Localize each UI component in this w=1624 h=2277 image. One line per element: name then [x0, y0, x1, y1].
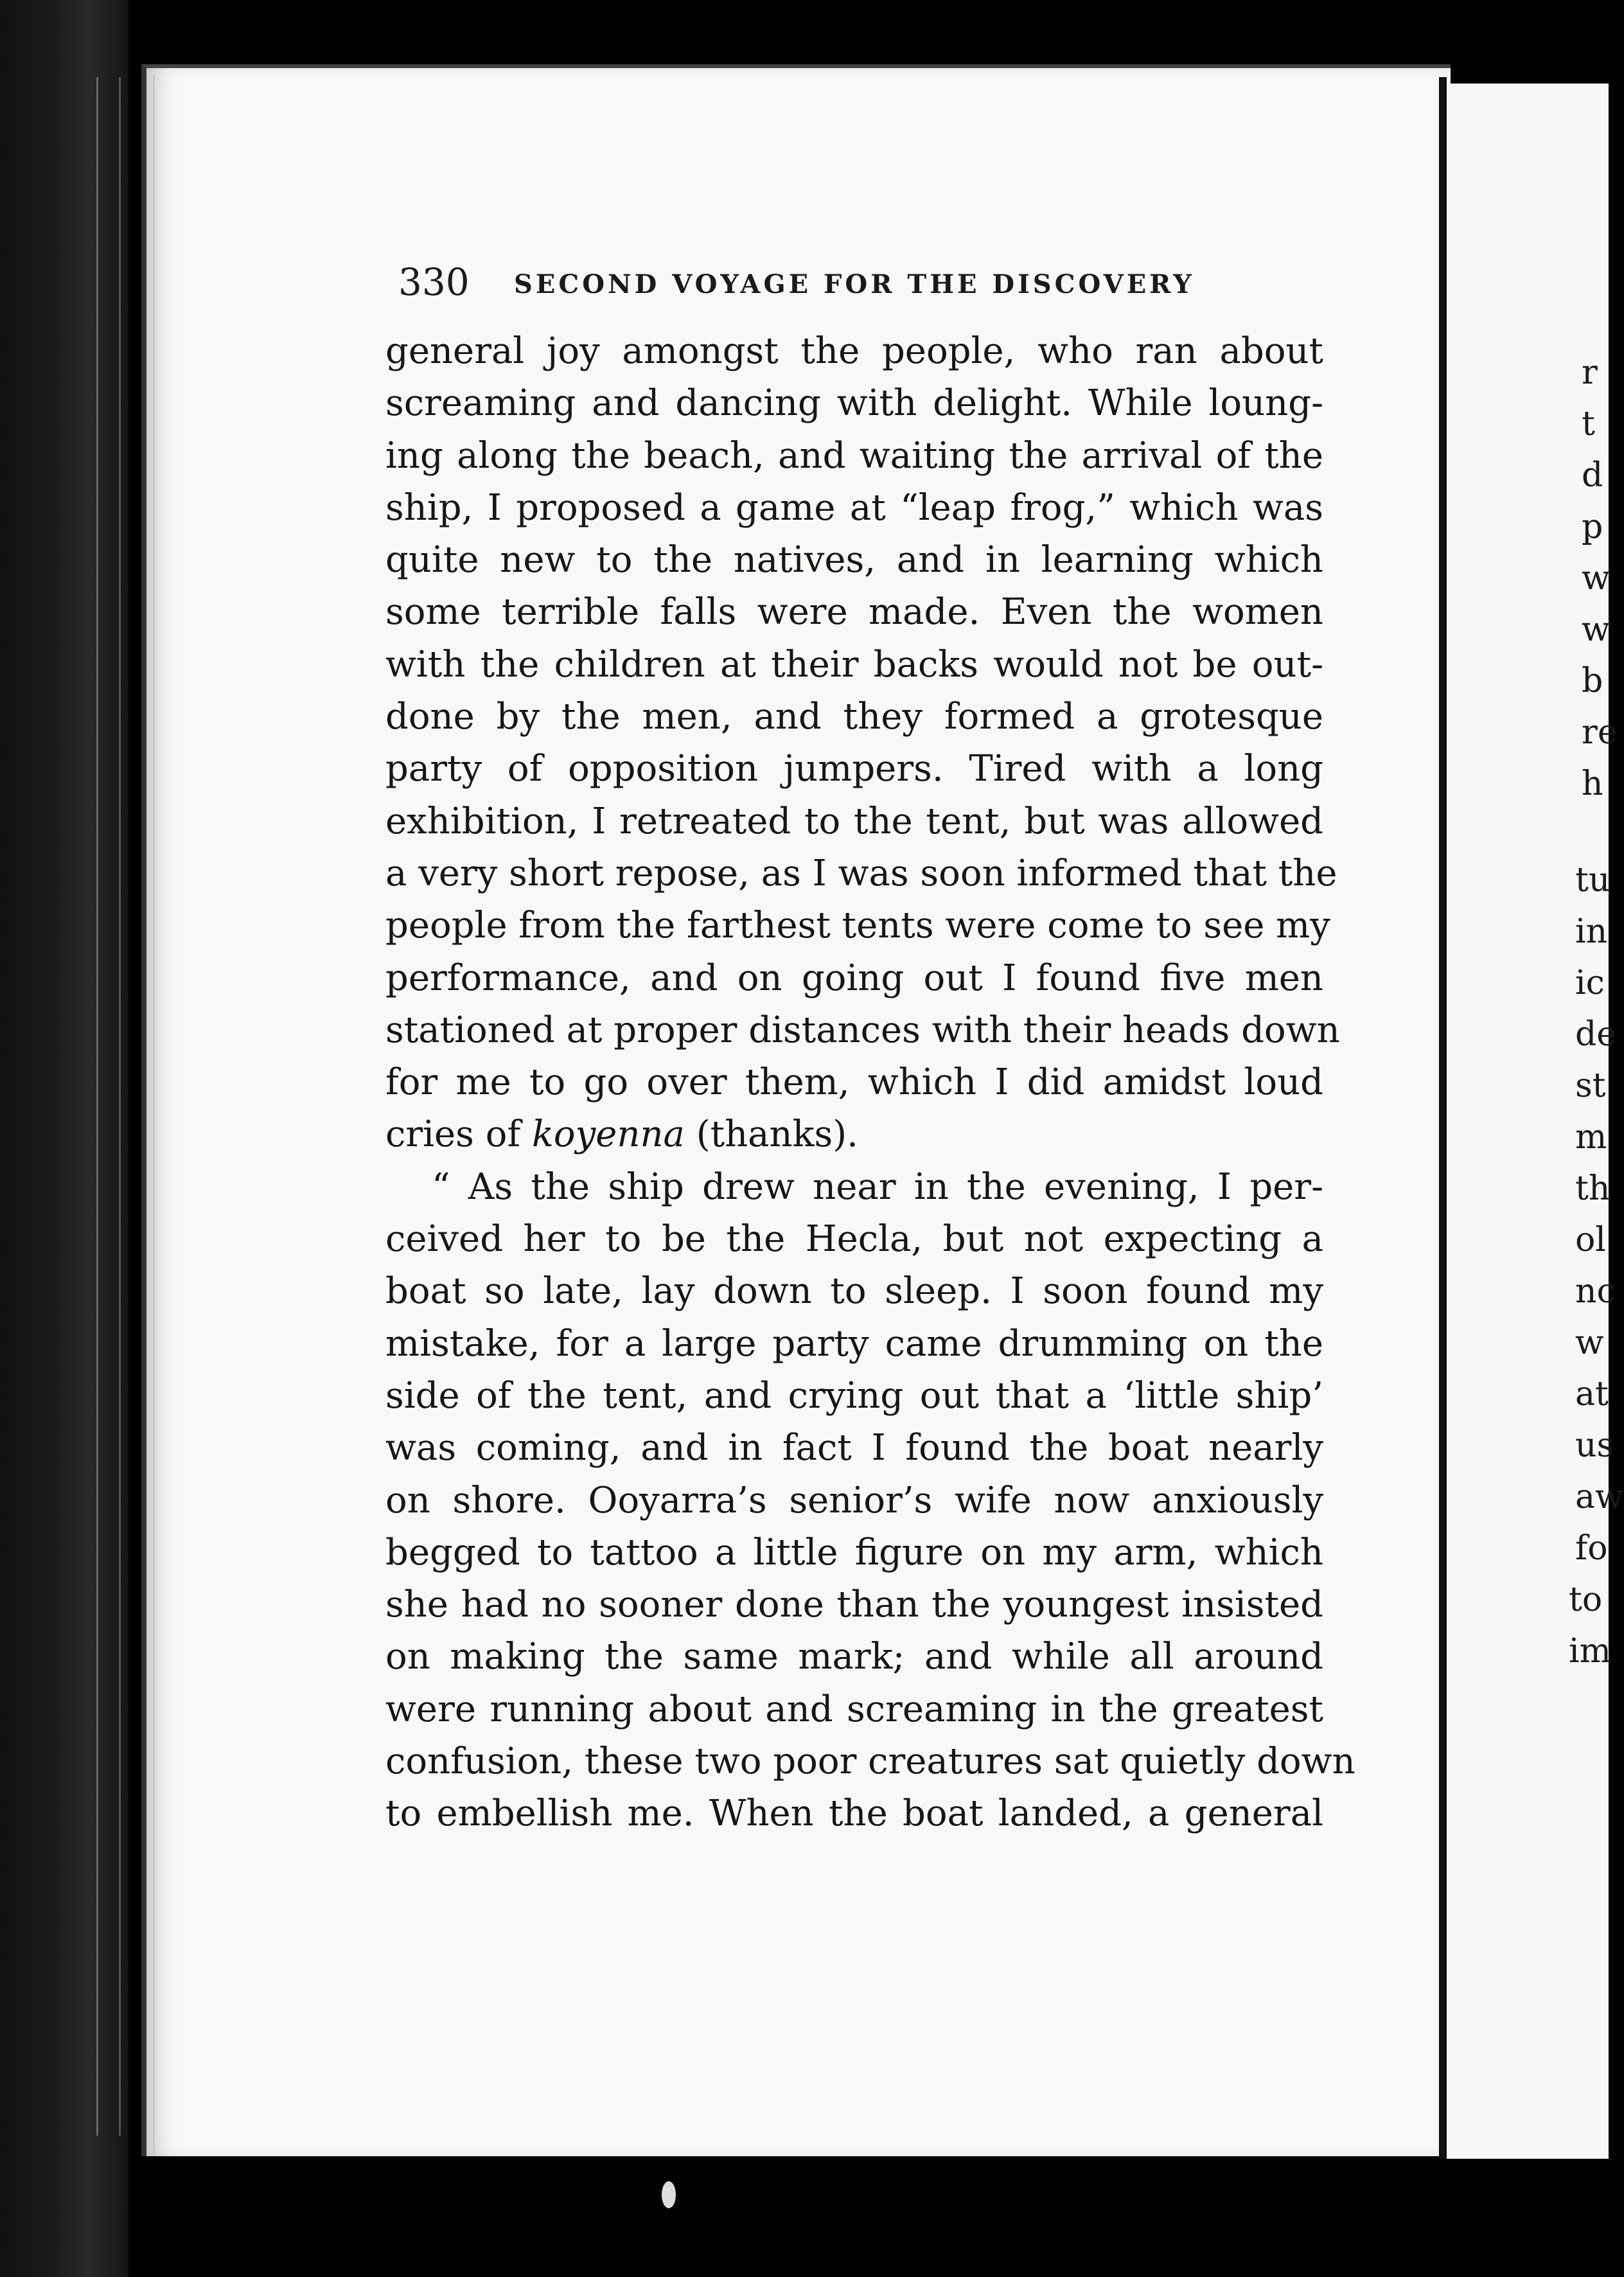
text-line: boat so late, lay down to sleep. I soon found my — [385, 1270, 1323, 1313]
right-page-letter: in — [1575, 912, 1608, 951]
text-line: people from the farthest tents were come to see my — [385, 905, 1330, 947]
right-page-letter: fo — [1575, 1529, 1608, 1568]
right-page-letter: to — [1569, 1581, 1603, 1619]
scan-artifact — [662, 2181, 676, 2208]
right-page-letter: at — [1575, 1375, 1609, 1413]
right-page-fragment — [1447, 84, 1624, 2159]
text-line: to embellish me. When the boat landed, a general — [385, 1793, 1323, 1835]
text-line: side of the tent, and crying out that a ‘little ship’ — [385, 1374, 1323, 1417]
text-line: she had no sooner done than the youngest insisted — [385, 1584, 1323, 1626]
text-line: performance, and on going out I found five men — [385, 957, 1323, 999]
right-page-letter: ol — [1575, 1221, 1606, 1259]
text-line: ing along the beach, and waiting the arrival of the — [385, 434, 1323, 477]
text-line: ship, I proposed a game at “leap frog,” which was — [385, 486, 1323, 529]
right-page-letter: nc — [1575, 1272, 1616, 1311]
text-line: quite new to the natives, and in learning which — [385, 539, 1323, 581]
right-page-letter: w — [1582, 610, 1611, 649]
text-line: ceived her to be the Hecla, but not expecting a — [385, 1218, 1323, 1261]
text-line: party of opposition jumpers. Tired with a long — [385, 748, 1323, 790]
text-line: general joy amongst the people, who ran about — [385, 330, 1323, 372]
text-line: mistake, for a large party came drumming on the — [385, 1322, 1323, 1365]
right-page-letter: h — [1582, 765, 1603, 803]
right-page-letter: w — [1582, 559, 1611, 598]
text-line: a very short repose, as I was soon informed that the — [385, 852, 1337, 894]
right-page-letter: us — [1575, 1426, 1614, 1465]
running-head: SECOND VOYAGE FOR THE DISCOVERY — [514, 269, 1195, 299]
right-page-letter: aw — [1575, 1478, 1624, 1516]
right-page-letter: re — [1582, 713, 1618, 752]
right-page-letter: st — [1575, 1067, 1606, 1105]
body-text — [385, 325, 1355, 1840]
right-page-letter: w — [1575, 1324, 1604, 1362]
right-page-letter: t — [1582, 405, 1595, 443]
text-line: stationed at proper distances with their heads down — [385, 1009, 1340, 1051]
text-line — [385, 1108, 1323, 1160]
spine-edge-line — [119, 77, 121, 2136]
right-page-letter: tu — [1575, 861, 1611, 899]
spine-edge-line — [96, 77, 98, 2136]
book-spine — [0, 0, 128, 2277]
right-page-letter: m — [1575, 1118, 1607, 1156]
text-line: on making the same mark; and while all around — [385, 1636, 1323, 1678]
right-page-letter: d — [1582, 456, 1603, 495]
italic-word: koyenna — [531, 1113, 685, 1156]
right-page-letter: b — [1582, 662, 1603, 700]
right-page-letter: p — [1582, 508, 1603, 546]
page-gutter — [1439, 77, 1447, 2159]
text-line: screaming and dancing with delight. While loung- — [385, 382, 1323, 425]
right-page-letter: im — [1569, 1632, 1611, 1670]
text-line: exhibition, I retreated to the tent, but was allowed — [385, 800, 1323, 842]
text-line: “ As the ship drew near in the evening, I per- — [432, 1165, 1323, 1208]
text-line: begged to tattoo a little figure on my arm, which — [385, 1531, 1323, 1573]
text-line: some terrible falls were made. Even the women — [385, 591, 1323, 633]
page-number: 330 — [398, 260, 470, 304]
text-line: done by the men, and they formed a grotesque — [385, 696, 1323, 738]
right-page-letter: th — [1575, 1169, 1611, 1208]
text-line-end: (thanks). — [696, 1113, 858, 1156]
text-line: with the children at their backs would not be out- — [385, 643, 1323, 686]
page-header — [398, 260, 1208, 305]
text-line: was coming, and in fact I found the boat nearly — [385, 1427, 1323, 1469]
text-line: for me to go over them, which I did amidst loud — [385, 1061, 1323, 1104]
text-line: were running about and screaming in the greatest — [385, 1688, 1323, 1730]
text-line-start: cries of — [385, 1113, 521, 1156]
text-line: confusion, these two poor creatures sat quietly down — [385, 1741, 1355, 1783]
right-page-letter: de — [1575, 1015, 1617, 1054]
right-page-letter: r — [1582, 353, 1598, 392]
text-line: on shore. Ooyarra’s senior’s wife now anxiously — [385, 1479, 1323, 1521]
right-page-letter: ic — [1575, 964, 1605, 1002]
